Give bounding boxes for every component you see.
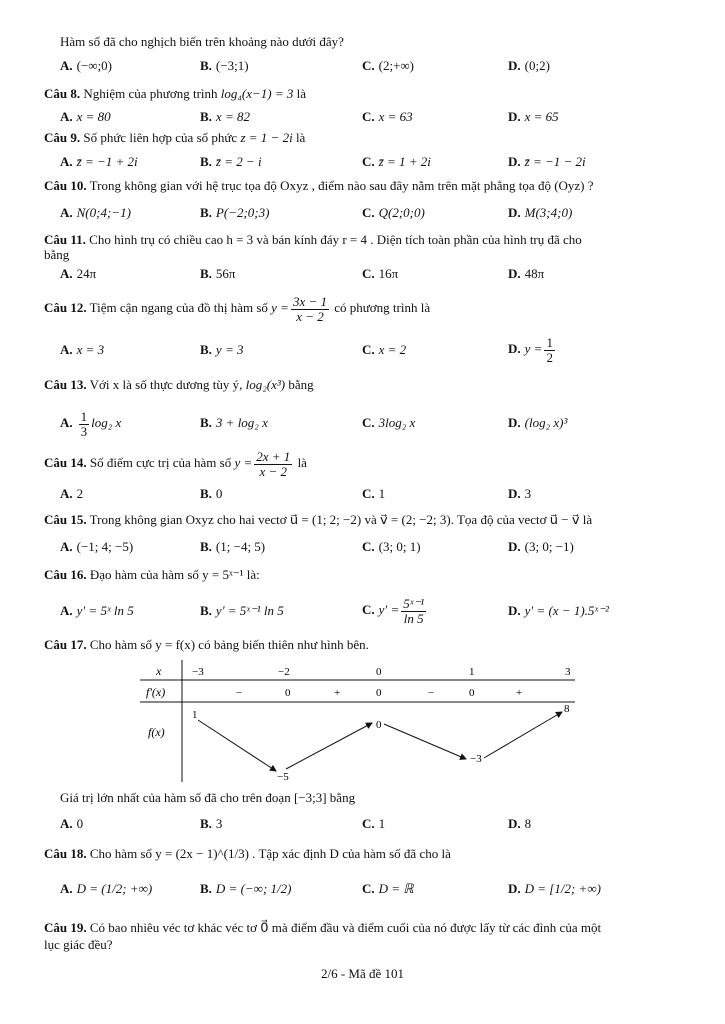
q14-option-b: B. 0	[200, 486, 223, 501]
question-14: Câu 14. Số điểm cực trị của hàm số y = $\frac{2x + 1}{x - 2}$ là	[44, 448, 307, 479]
variation-table	[140, 660, 580, 785]
q17-option-c: C. 1	[362, 816, 386, 831]
q16-option-b: B. y' = 5ˣ⁻¹ ln 5	[200, 603, 284, 618]
q11-option-c: C. 16π	[362, 266, 399, 281]
q14-fraction: $\frac{2x + 1}{x - 2}$	[256, 448, 291, 479]
q17-question: Giá trị lớn nhất của hàm số đã cho trên đoạn [−3;3] bằng	[60, 790, 356, 805]
q9-option-c: C. z̄ = 1 + 2i	[362, 154, 431, 169]
f-value-5: 8	[564, 703, 570, 715]
q18-option-b: B. D = (−∞; 1/2)	[200, 881, 292, 896]
fp-zero-1: 0	[285, 687, 291, 699]
q15-option-a: A. (−1; 4; −5)	[60, 539, 134, 554]
question-16: Câu 16. Đạo hàm của hàm số y = 5ˣ⁻¹ là:	[44, 567, 260, 582]
q12-option-b: B. y = 3	[200, 342, 244, 357]
q14-option-a: A. 2	[60, 486, 84, 501]
f-value-2: −5	[277, 771, 289, 783]
q12-option-d: D. y = $\frac{1}{2}$	[508, 334, 553, 365]
q15-option-b: B. (1; −4; 5)	[200, 539, 266, 554]
question-10: Câu 10. Trong không gian với hệ trục tọa độ Oxyz , điểm nào sau đây nằm trên mặt phẳng tọa độ (Oyz) ?	[44, 178, 594, 193]
q17-option-d: D. 8	[508, 816, 532, 831]
x-value-2: −2	[278, 666, 290, 678]
question-8: Câu 8. Nghiệm của phương trình log₄(x−1) = 3 là	[44, 86, 307, 101]
row-fp-label: f'(x)	[146, 685, 166, 699]
arrow-up-2	[484, 712, 562, 758]
x-value-1: −3	[192, 666, 204, 678]
fp-sign-1: −	[236, 687, 243, 699]
q9-option-d: D. z̄ = −1 − 2i	[508, 154, 586, 169]
arrow-down-2	[384, 724, 466, 759]
f-value-1: 1	[192, 709, 198, 721]
page-footer: 2/6 - Mã đề 101	[320, 966, 405, 981]
q15-option-d: D. (3; 0; −1)	[508, 539, 574, 554]
intro-option-a: A. (−∞;0)	[60, 58, 113, 73]
q10-option-b: B. P(−2;0;3)	[200, 205, 270, 220]
question-19-cont: lục giác đều?	[44, 937, 113, 952]
x-value-4: 1	[469, 666, 475, 678]
q15-option-c: C. (3; 0; 1)	[362, 539, 421, 554]
q10-option-d: D. M(3;4;0)	[508, 205, 573, 220]
q13-option-b: B. 3 + log₂ x	[200, 415, 268, 430]
q8-option-a: A. x = 80	[60, 109, 111, 124]
q18-option-c: C. D = ℝ	[362, 881, 414, 896]
question-17: Câu 17. Cho hàm số y = f(x) có bảng biến thiên như hình bên.	[44, 637, 369, 652]
q8-option-d: D. x = 65	[508, 109, 559, 124]
fp-zero-2: 0	[376, 687, 382, 699]
row-f-label: f(x)	[148, 725, 165, 739]
fp-sign-2: +	[334, 687, 341, 699]
q9-option-a: A. z̄ = −1 + 2i	[60, 154, 138, 169]
q11-option-b: B. 56π	[200, 266, 236, 281]
question-11: Câu 11. Cho hình trụ có chiều cao h = 3 và bán kính đáy r = 4 . Diện tích toàn phần của hình trụ đã cho	[44, 232, 582, 247]
intro-option-d: D. (0;2)	[508, 58, 550, 73]
q13-option-d: D. (log₂ x)³	[508, 415, 568, 430]
q11-option-d: D. 48π	[508, 266, 545, 281]
question-11-cont: bằng	[44, 247, 70, 262]
q13-option-a: A. $\frac{1}{3}$ log₂ x	[60, 408, 122, 439]
q16-option-c: C. y' = $\frac{\text{5ˣ⁻¹}}{\ln 5}$	[362, 595, 425, 626]
fp-zero-3: 0	[469, 687, 475, 699]
q13-option-c: C. 3log₂ x	[362, 415, 416, 430]
q9-option-b: B. z̄ = 2 − i	[200, 154, 262, 169]
q17-option-b: B. 3	[200, 816, 223, 831]
q12-fraction: $\frac{3x - 1}{x - 2}$	[292, 293, 327, 324]
q8-option-c: C. x = 63	[362, 109, 413, 124]
f-value-4: −3	[470, 753, 482, 765]
q16-option-a: A. y' = 5ˣ ln 5	[60, 603, 134, 618]
q12-option-a: A. x = 3	[60, 342, 105, 357]
q18-option-d: D. D = [1/2; +∞)	[508, 881, 601, 896]
fp-sign-4: +	[516, 687, 523, 699]
q10-option-a: A. N(0;4;−1)	[60, 205, 131, 220]
intro-question: Hàm số đã cho nghịch biến trên khoảng nào dưới đây?	[60, 34, 344, 49]
question-12: Câu 12. Tiệm cận ngang của đồ thị hàm số y = $\frac{3x - 1}{x - 2}$ có phương trình là	[44, 293, 431, 324]
f-value-3: 0	[376, 719, 382, 731]
q8-option-b: B. x = 82	[200, 109, 250, 124]
arrow-up-1	[286, 723, 372, 769]
intro-option-c: C. (2;+∞)	[362, 58, 415, 73]
question-19: Câu 19. Có bao nhiêu véc tơ khác véc tơ 0⃗ mà điểm đầu và điểm cuối của nó được lấy từ các đỉnh của một	[44, 920, 602, 935]
x-value-3: 0	[376, 666, 382, 678]
arrow-down-1	[198, 720, 276, 771]
q10-option-c: C. Q(2;0;0)	[362, 205, 425, 220]
question-9: Câu 9. Số phức liên hợp của số phức z = 1 − 2i là	[44, 130, 306, 145]
q18-option-a: A. D = (1/2; +∞)	[60, 881, 153, 896]
q11-option-a: A. 24π	[60, 266, 97, 281]
question-18: Câu 18. Cho hàm số y = (2x − 1)^(1/3) . Tập xác định D của hàm số đã cho là	[44, 846, 451, 861]
q14-option-d: D. 3	[508, 486, 532, 501]
row-x-label: x	[156, 664, 162, 678]
question-13: Câu 13. Với x là số thực dương tùy ý, log₂(x³) bằng	[44, 377, 314, 392]
fp-sign-3: −	[428, 687, 435, 699]
q17-option-a: A. 0	[60, 816, 84, 831]
x-value-5: 3	[565, 666, 571, 678]
q16-option-d: D. y' = (x − 1).5ˣ⁻²	[508, 603, 609, 618]
q14-option-c: C. 1	[362, 486, 386, 501]
intro-option-b: B. (−3;1)	[200, 58, 249, 73]
q12-option-c: C. x = 2	[362, 342, 407, 357]
question-15: Câu 15. Trong không gian Oxyz cho hai vectơ u⃗ = (1; 2; −2) và v⃗ = (2; −2; 3). Tọa độ của vectơ u⃗ − v⃗ là	[44, 512, 593, 527]
